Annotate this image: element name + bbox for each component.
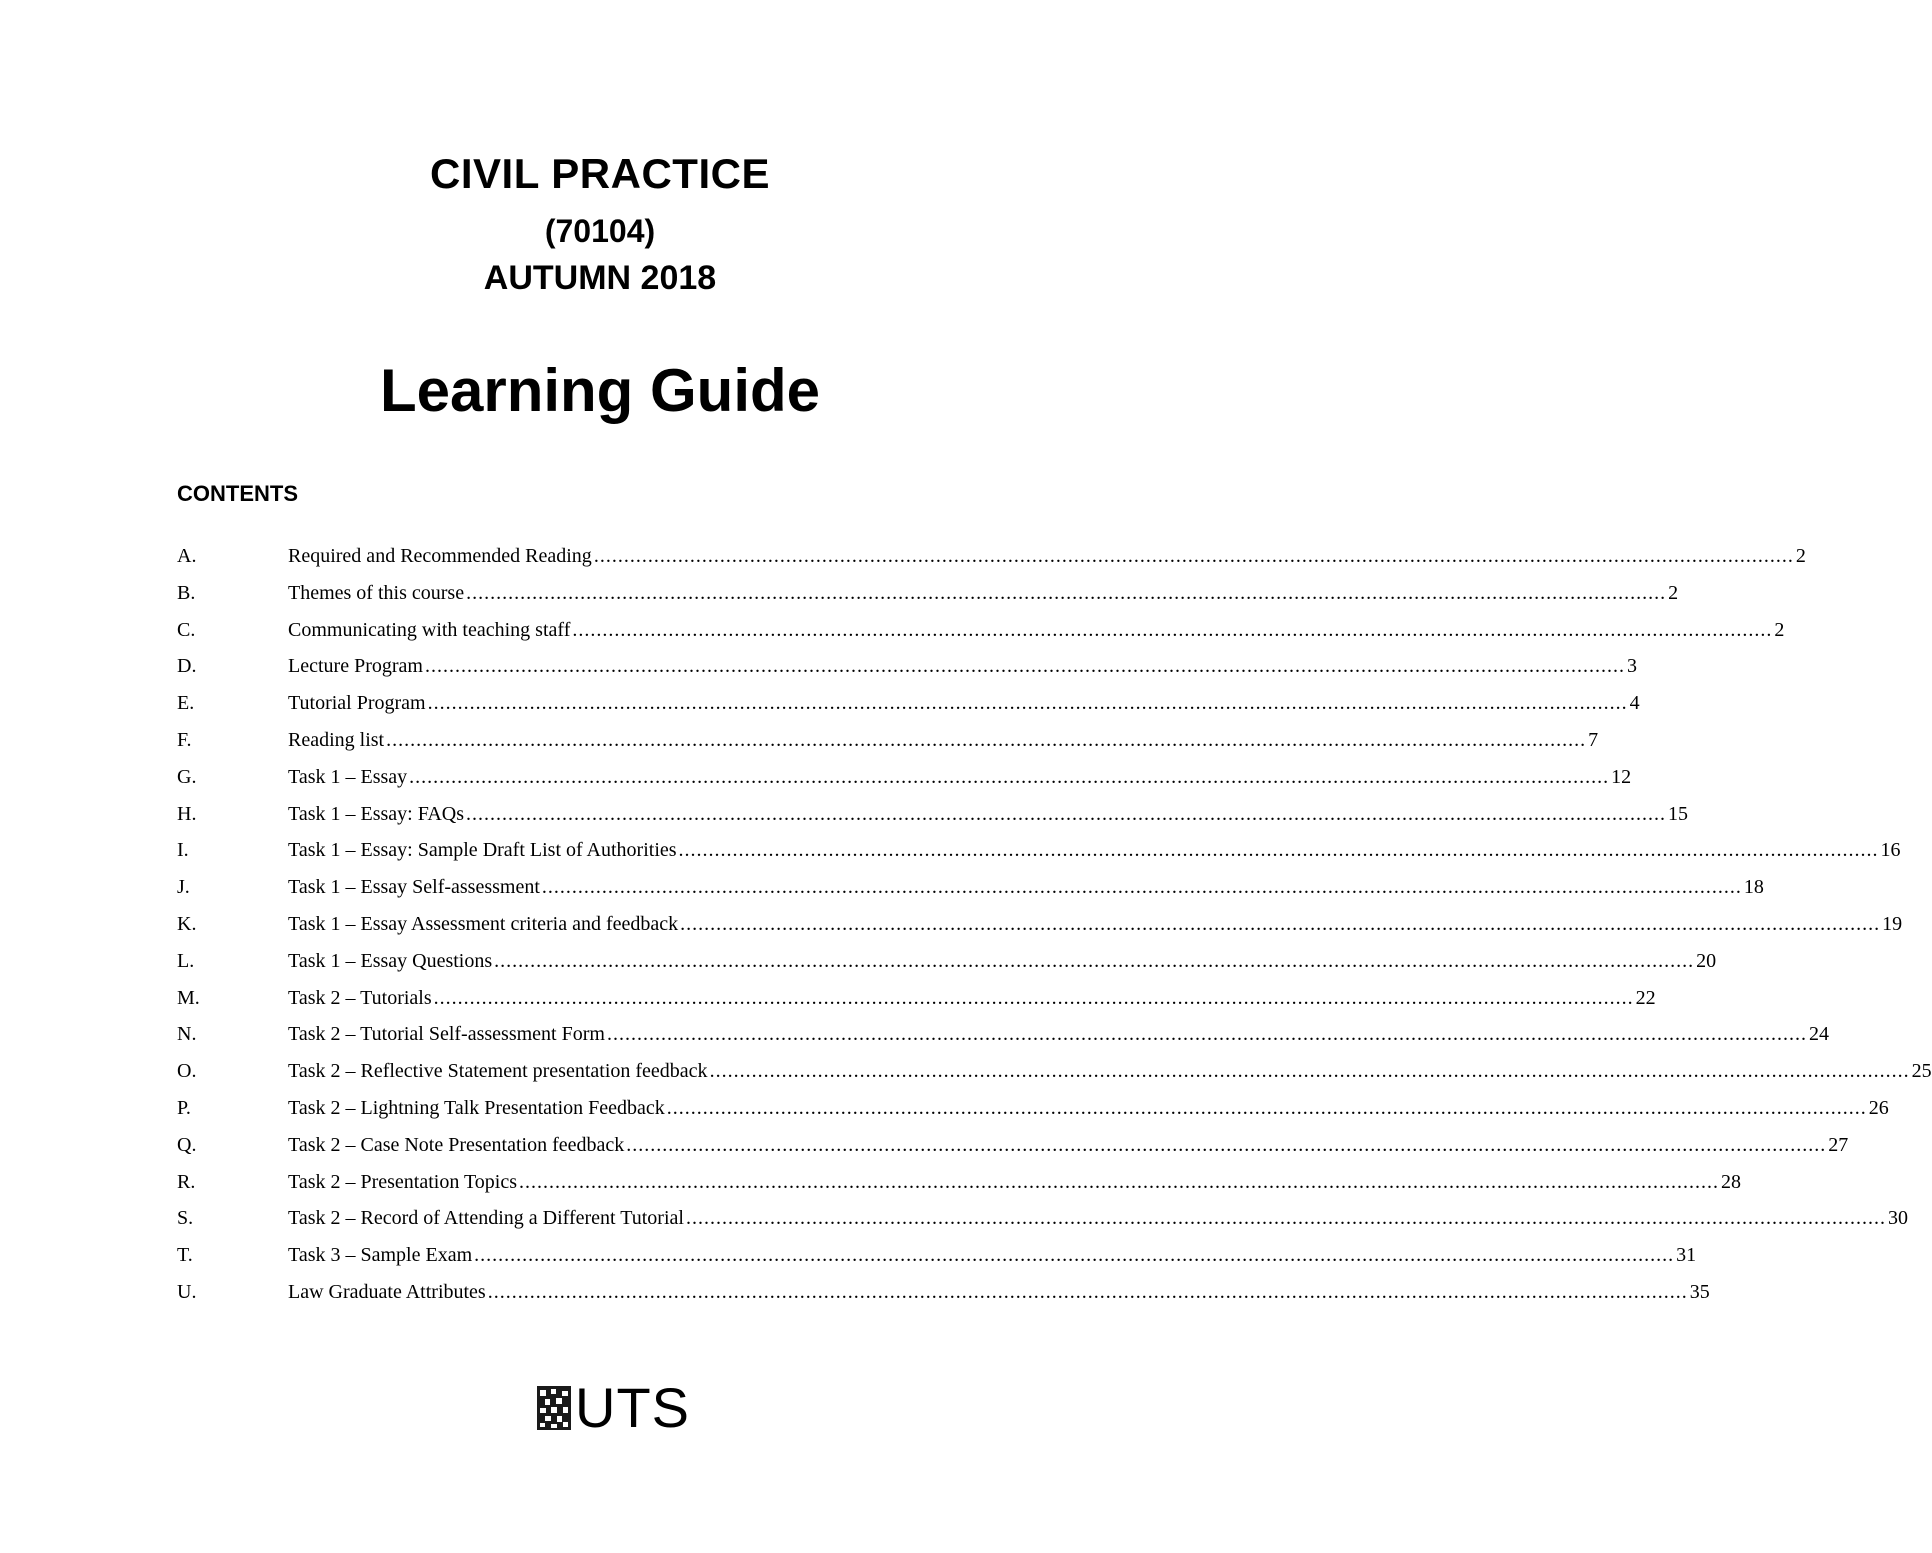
toc-entry[interactable]: [177, 947, 1717, 984]
toc-entry[interactable]: [177, 542, 1806, 579]
toc-dot-leader: ........................................................................................................................................................................................................: [541, 876, 1742, 899]
toc-entry-title: Communicating with teaching staff: [288, 618, 571, 641]
toc-entry-letter: M.: [177, 986, 200, 1009]
toc-entry-page-number: 15: [1668, 802, 1689, 825]
toc-entry-page-number: 24: [1808, 1023, 1829, 1046]
toc-dot-leader: ........................................................................................................................................................................................................: [678, 839, 1879, 862]
toc-dot-leader: ........................................................................................................................................................................................................: [466, 581, 1667, 604]
toc-entry-letter: T.: [177, 1244, 193, 1267]
toc-entry-page-number: 18: [1743, 876, 1764, 899]
toc-dot-leader: ........................................................................................................................................................................................................: [466, 802, 1667, 825]
toc-entry[interactable]: [177, 910, 1903, 947]
toc-entry-page-number: 4: [1629, 692, 1640, 715]
toc-entry-title: Themes of this course: [288, 581, 465, 604]
toc-entry-page-number: 16: [1880, 839, 1901, 862]
toc-entry[interactable]: [177, 1131, 1849, 1168]
toc-entry-letter: H.: [177, 802, 197, 825]
course-code: (70104): [544, 213, 656, 249]
toc-entry-letter: A.: [177, 545, 197, 567]
toc-dot-leader: ........................................................................................................................................................................................................: [519, 1170, 1720, 1193]
uts-logo: [537, 1376, 690, 1439]
toc-entry-title: Reading list: [288, 728, 385, 751]
toc-dot-leader: ........................................................................................................................................................................................................: [474, 1244, 1675, 1267]
toc-entry[interactable]: [177, 616, 1785, 653]
toc-dot-leader: ........................................................................................................................................................................................................: [685, 1207, 1886, 1230]
toc-entry-title: Task 1 – Essay Self-assessment: [288, 876, 540, 899]
toc-entry-page-number: 3: [1626, 655, 1637, 678]
toc-entry-letter: N.: [177, 1023, 197, 1046]
toc-entry-title: Task 2 – Reflective Statement presentation feedback: [288, 1060, 708, 1083]
toc-entry-title: Required and Recommended Reading: [288, 545, 592, 567]
toc-entry[interactable]: [177, 1020, 1829, 1057]
toc-entry-title: Task 1 – Essay: FAQs: [288, 802, 465, 825]
document-title: Learning Guide: [379, 357, 821, 424]
toc-entry[interactable]: [177, 800, 1689, 837]
toc-entry[interactable]: [177, 763, 1632, 800]
toc-dot-leader: ........................................................................................................................................................................................................: [666, 1096, 1867, 1119]
toc-entry-page-number: 27: [1828, 1133, 1849, 1156]
toc-entry-letter: F.: [177, 728, 192, 751]
toc-entry-title: Task 1 – Essay: [288, 765, 408, 788]
uts-logo-text: UTS: [575, 1376, 690, 1439]
toc-entry-title: Task 2 – Record of Attending a Different Tutorial: [288, 1207, 684, 1230]
toc-entry-title: Law Graduate Attributes: [288, 1280, 486, 1303]
toc-entry-title: Task 2 – Lightning Talk Presentation Feedback: [288, 1096, 665, 1119]
toc-entry-page-number: 2: [1668, 581, 1679, 604]
uts-emblem-icon: [537, 1386, 571, 1430]
toc-entry-letter: G.: [177, 765, 197, 788]
toc-dot-leader: ........................................................................................................................................................................................................: [606, 1023, 1807, 1046]
toc-entry[interactable]: [177, 873, 1764, 910]
toc-dot-leader: ........................................................................................................................................................................................................: [709, 1060, 1910, 1083]
toc-entry[interactable]: [177, 1094, 1889, 1131]
toc-entry-letter: K.: [177, 912, 197, 935]
toc-entry-title: Task 1 – Essay: Sample Draft List of Authorities: [288, 839, 677, 862]
toc-entry-letter: O.: [177, 1060, 197, 1083]
toc-entry-letter: C.: [177, 618, 196, 641]
contents-heading: CONTENTS: [177, 481, 298, 506]
toc-entry-letter: Q.: [177, 1133, 197, 1156]
toc-entry-title: Tutorial Program: [288, 692, 426, 715]
toc-entry[interactable]: [177, 1057, 1932, 1094]
toc-dot-leader: ........................................................................................................................................................................................................: [386, 728, 1587, 751]
toc-entry-page-number: 30: [1887, 1207, 1908, 1230]
toc-entry[interactable]: [177, 689, 1640, 726]
toc-entry-title: Task 2 – Presentation Topics: [288, 1170, 518, 1193]
toc-entry-letter: S.: [177, 1207, 194, 1230]
toc-entry-title: Task 2 – Tutorial Self-assessment Form: [288, 1023, 605, 1046]
toc-dot-leader: ........................................................................................................................................................................................................: [427, 692, 1628, 715]
toc-entry[interactable]: [177, 579, 1679, 616]
toc-entry[interactable]: [177, 1241, 1697, 1278]
toc-entry-page-number: 35: [1689, 1280, 1710, 1303]
toc-dot-leader: ........................................................................................................................................................................................................: [494, 949, 1695, 972]
toc-dot-leader: ........................................................................................................................................................................................................: [593, 545, 1794, 567]
toc-dot-leader: ........................................................................................................................................................................................................: [487, 1280, 1688, 1303]
toc-dot-leader: ........................................................................................................................................................................................................: [409, 765, 1610, 788]
course-title: CIVIL PRACTICE: [430, 150, 770, 197]
toc-entry-letter: B.: [177, 581, 196, 604]
toc-entry-letter: R.: [177, 1170, 196, 1193]
toc-entry-page-number: 12: [1611, 765, 1632, 788]
toc-entry-title: Task 1 – Essay Questions: [288, 949, 493, 972]
toc-entry-title: Task 2 – Case Note Presentation feedback: [288, 1133, 625, 1156]
toc-entry[interactable]: [177, 1204, 1908, 1241]
toc-entry-title: Task 1 – Essay Assessment criteria and feedback: [288, 912, 679, 935]
toc-entry[interactable]: [177, 726, 1599, 763]
toc-dot-leader: ........................................................................................................................................................................................................: [626, 1133, 1827, 1156]
toc-entry-letter: I.: [177, 839, 189, 862]
toc-entry-page-number: 2: [1795, 545, 1806, 567]
semester: AUTUMN 2018: [483, 259, 717, 297]
toc-entry-title: Task 2 – Tutorials: [288, 986, 432, 1009]
toc-entry-title: Lecture Program: [288, 655, 423, 678]
toc-dot-leader: ........................................................................................................................................................................................................: [424, 655, 1625, 678]
toc-entry-letter: J.: [177, 876, 190, 899]
toc-dot-leader: ........................................................................................................................................................................................................: [680, 912, 1881, 935]
toc-entry[interactable]: [177, 652, 1637, 689]
toc-entry[interactable]: [177, 1168, 1742, 1205]
table-of-contents: [177, 542, 1932, 1315]
toc-entry-page-number: 31: [1676, 1244, 1697, 1267]
toc-entry-letter: U.: [177, 1280, 197, 1303]
toc-entry[interactable]: [177, 984, 1656, 1021]
toc-entry-page-number: 7: [1588, 728, 1599, 751]
toc-entry-page-number: 22: [1635, 986, 1656, 1009]
toc-entry[interactable]: [177, 836, 1901, 873]
toc-entry-letter: P.: [177, 1096, 191, 1119]
toc-dot-leader: ........................................................................................................................................................................................................: [433, 986, 1634, 1009]
toc-entry-page-number: 25: [1911, 1060, 1932, 1083]
toc-entry-page-number: 28: [1721, 1170, 1742, 1193]
toc-entry-title: Task 3 – Sample Exam: [288, 1244, 473, 1267]
toc-entry-page-number: 2: [1774, 618, 1785, 641]
toc-entry-page-number: 20: [1696, 949, 1717, 972]
toc-entry[interactable]: [177, 1278, 1710, 1315]
toc-entry-page-number: 19: [1882, 912, 1903, 935]
toc-entry-letter: L.: [177, 949, 195, 972]
toc-dot-leader: ........................................................................................................................................................................................................: [572, 618, 1773, 641]
toc-entry-letter: D.: [177, 655, 197, 678]
toc-entry-page-number: 26: [1868, 1096, 1889, 1119]
toc-entry-letter: E.: [177, 692, 195, 715]
